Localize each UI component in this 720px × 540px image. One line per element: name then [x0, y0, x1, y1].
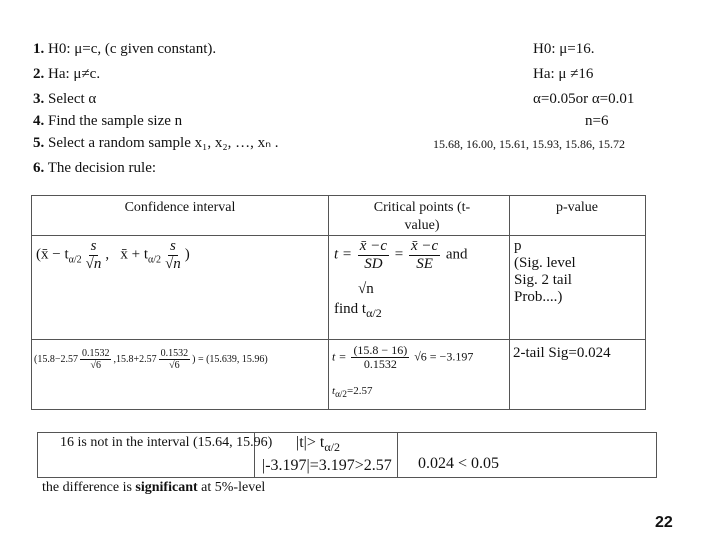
step-4: 4. Find the sample size n	[33, 113, 183, 129]
example-h0: H0: μ=16.	[533, 41, 595, 57]
example-sample: 15.68, 16.00, 15.61, 15.93, 15.86, 15.72	[433, 137, 625, 151]
ci-example: (15.8−2.57 $\frac{0.1532}{√6}$ ,15.8+2.57 $\frac{0.1532}{√6}$ ) = (15.639, 15.96)	[34, 348, 268, 371]
example-n: n=6	[585, 113, 609, 129]
conclusion-table	[37, 432, 657, 478]
step-2: 2. Ha: μ≠c.	[33, 66, 101, 82]
step-6: 6. The decision rule:	[33, 160, 157, 176]
example-ha: Ha: μ ≠16	[533, 66, 594, 82]
conclusion-t-value: |-3.197|=3.197>2.57	[262, 457, 392, 474]
page-number: 22	[655, 514, 673, 531]
ci-formula: (x̄ − $t_{\alpha/2}$ $\frac{s}{√n}$ , x̄ + $t_{\alpha/2}$ $\frac{s}{√n}$ )	[36, 238, 190, 272]
example-alpha: α=0.05or α=0.01	[533, 91, 635, 107]
step-5: 5. Select a random sample x₁, x₂, …, xₙ .	[33, 135, 279, 151]
step-3: 3. Select α	[33, 91, 97, 107]
t-formula: t = $\frac{x̄ -c}{SD}$ = $\frac{x̄ -c}{SE}$ and	[334, 238, 468, 272]
decision-rule-table	[31, 195, 646, 410]
t-formula-sqrt-n: √n	[358, 281, 374, 297]
conclusion-ci: 16 is not in the interval (15.64, 15.96)	[60, 435, 273, 450]
header-confidence-interval: Confidence interval	[124, 200, 236, 215]
conclusion-statement: the difference is significant at 5%-level	[42, 480, 266, 495]
t-critical-example: $t_{\alpha/2}=2.57$	[332, 385, 373, 400]
conclusion-p: 0.024 < 0.05	[418, 455, 500, 472]
p-value-description: p (Sig. level Sig. 2 tail Prob....)	[514, 238, 576, 305]
header-critical-points: Critical points (t-value)	[373, 200, 471, 233]
find-t-critical: find $t_{\alpha/2}$	[334, 301, 382, 320]
header-p-value: p-value	[556, 200, 598, 215]
conclusion-t-rule: $|t|> t_{\alpha/2}$	[296, 434, 340, 455]
p-value-example: 2-tail Sig=0.024	[513, 345, 611, 361]
t-example: t = $\frac{(15.8 - 16)}{0.1532}$ √6 = −3.197	[332, 343, 474, 372]
step-1: 1. H0: μ=c, (c given constant).	[33, 41, 217, 57]
